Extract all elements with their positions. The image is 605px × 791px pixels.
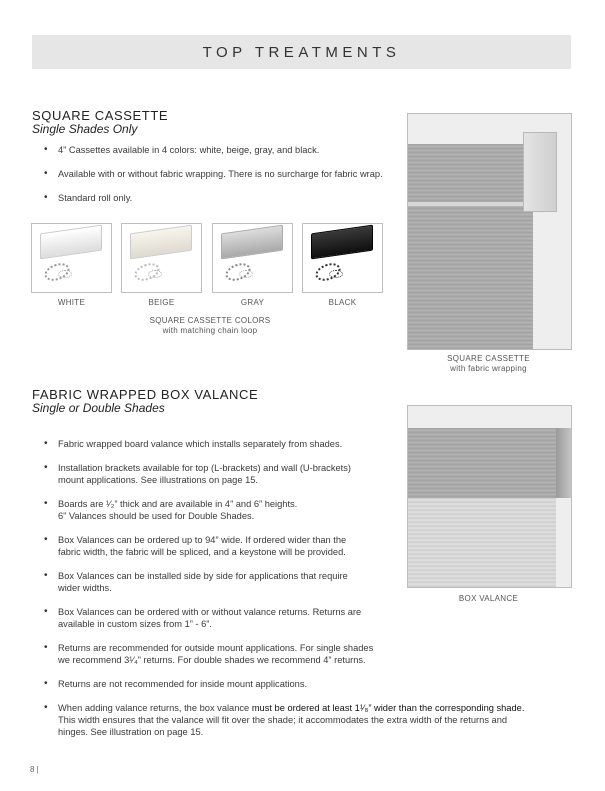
bullet-item: • Fabric wrapped board valance which installs separately from shades.: [44, 438, 574, 450]
valance-front: [408, 428, 556, 498]
box-valance-photo: [407, 405, 572, 588]
section-header-banner: [32, 35, 571, 69]
box-valance-photo-caption: BOX VALANCE: [458, 594, 519, 603]
bullet-item: • Box Valances can be installed side by side for applications that require wider widths.: [44, 570, 574, 594]
bullet-item: • Boards are ¹⁄₂” thick and are available in 4” and 6” heights. 6” Valances should be used for Double Shades.: [44, 498, 574, 522]
cassette-image: [130, 225, 192, 260]
cassette-colors-caption: SQUARE CASSETTE COLORS with matching chain loop: [149, 316, 271, 335]
cassette-image: [221, 225, 283, 260]
bullet-item: • Returns are recommended for outside mount applications. For single shades we recommend 3¹⁄₄” returns. For double shades we recommend 4” returns.: [44, 642, 574, 666]
bullet-item: • Installation brackets available for top (L-brackets) and wall (U-brackets) mount applications. See illustrations on page 15.: [44, 462, 574, 486]
swatch-beige: [121, 223, 202, 293]
square-cassette-photo-caption: SQUARE CASSETTE with fabric wrapping: [447, 354, 530, 373]
page-number: 8 |: [30, 765, 39, 774]
bullet-item: • 4” Cassettes available in 4 colors: white, beige, gray, and black.: [44, 144, 383, 156]
page-title: TOP TREATMENTS: [202, 43, 401, 61]
box-valance-title: FABRIC WRAPPED BOX VALANCE: [32, 387, 259, 402]
swatch-black: [302, 223, 383, 293]
bullet-item: • Box Valances can be ordered up to 94” wide. If ordered wider than the fabric width, the fabric will be spliced, and a keystone will be provided.: [44, 534, 574, 558]
square-cassette-photo: [407, 113, 572, 350]
swatch-gray: [212, 223, 293, 293]
cassette-image: [311, 225, 373, 260]
shade-fabric: [408, 498, 556, 587]
swatch-white: [31, 223, 112, 293]
cassette-end-cap: [523, 132, 557, 212]
box-valance-subtitle: Single or Double Shades: [32, 401, 165, 415]
swatch-label: GRAY: [240, 298, 265, 307]
bullet-item: • Standard roll only.: [44, 192, 383, 204]
bullet-item: • Returns are not recommended for inside mount applications.: [44, 678, 574, 690]
cassette-image: [40, 225, 102, 260]
swatch-label: WHITE: [57, 298, 86, 307]
square-cassette-subtitle: Single Shades Only: [32, 122, 138, 136]
bullet-item: • When adding valance returns, the box valance must be ordered at least 1¹⁄₈” wider than the corresponding shade. This width ensures that the valance will fit over the shade; it accommodates the extra width of the returns and hinges. See illustration on page 15.: [44, 702, 574, 738]
square-cassette-bullets: [44, 144, 383, 204]
square-cassette-title: SQUARE CASSETTE: [32, 108, 169, 123]
swatch-label: BEIGE: [148, 298, 175, 307]
bullet-item: • Box Valances can be ordered with or without valance returns. Returns are available in custom sizes from 1” - 6”.: [44, 606, 574, 630]
swatch-label: BLACK: [328, 298, 357, 307]
emphasized-text: must be ordered at least 1¹⁄₈” wider than the corresponding shade.: [251, 703, 525, 713]
bullet-item: • Available with or without fabric wrapping. There is no surcharge for fabric wrap.: [44, 168, 383, 180]
